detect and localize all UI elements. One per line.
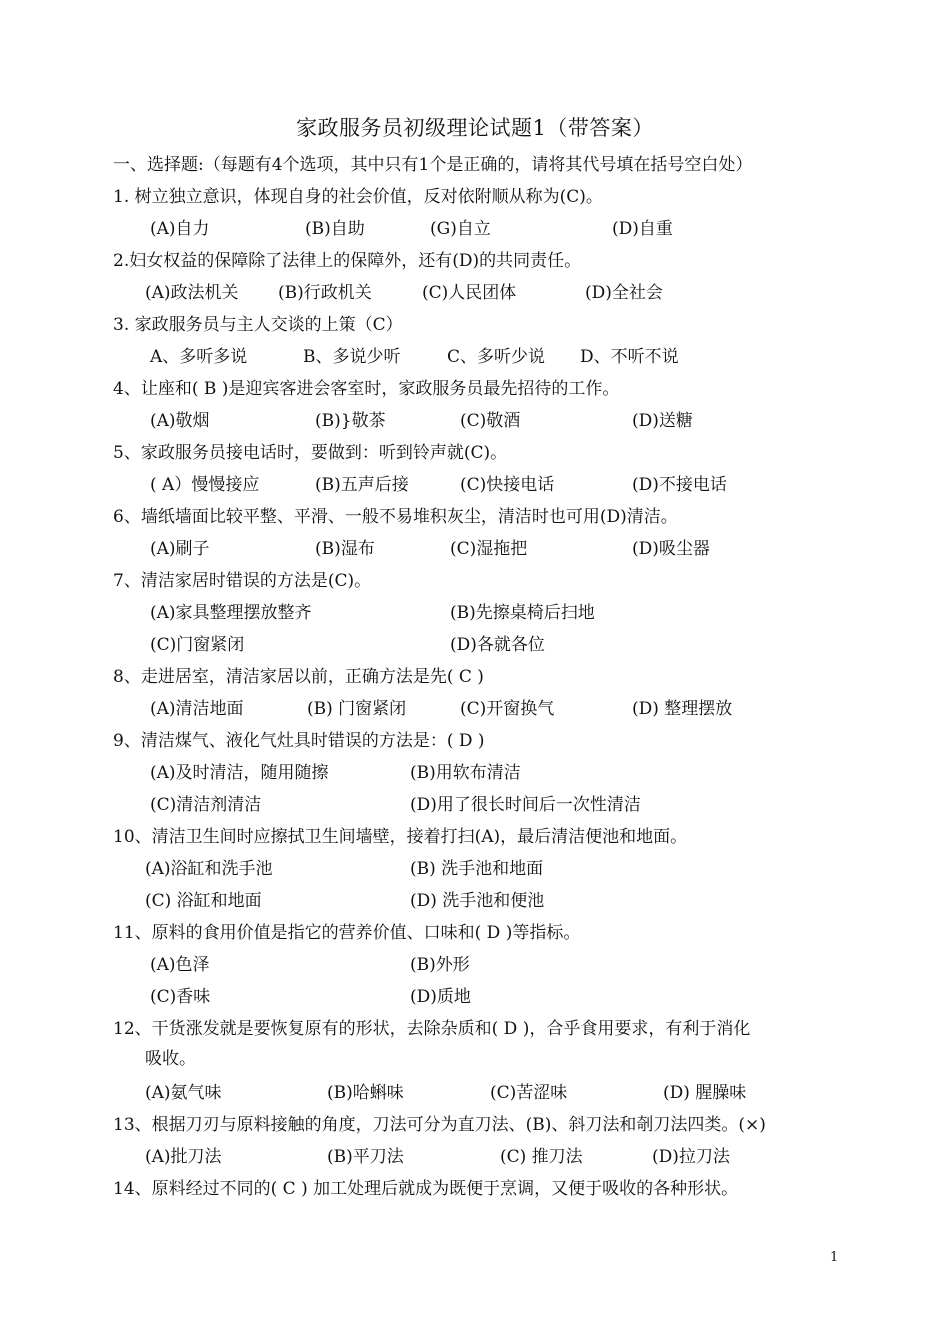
option: (B) 门窗紧闭	[307, 699, 407, 719]
option: (B)哈蝌味	[327, 1083, 404, 1103]
question-12: 12、干货涨发就是要恢复原有的形状，去除杂质和( D )，合乎食用要求，有利于消化	[113, 1019, 751, 1039]
option: (D) 腥臊味	[663, 1083, 747, 1103]
question-4: 4、让座和( B )是迎宾客进会客室时，家政服务员最先招待的工作。	[113, 379, 620, 399]
option: (D) 洗手池和便池	[410, 891, 545, 911]
question-2: 2.妇女权益的保障除了法律上的保障外，还有(D)的共同责任。	[113, 251, 582, 271]
question-10: 10、清洁卫生间时应擦拭卫生间墙壁，接着打扫(A)，最后清洁便池和地面。	[113, 827, 688, 847]
option: (B)外形	[410, 955, 470, 975]
option: (C)苦涩味	[490, 1083, 568, 1103]
option: (D) 整理摆放	[632, 699, 733, 719]
document-title: 家政服务员初级理论试题1（带答案）	[296, 116, 654, 140]
question-6: 6、墙纸墙面比较平整、平滑、一般不易堆积灰尘，清洁时也可用(D)清洁。	[113, 507, 678, 527]
option: (D)全社会	[585, 283, 663, 303]
option: (C)敬酒	[460, 411, 521, 431]
option: (A)刷子	[150, 539, 210, 559]
option: (B)先擦桌椅后扫地	[450, 603, 595, 623]
question-12-continued: 吸收。	[145, 1049, 196, 1069]
option: (D)自重	[612, 219, 673, 239]
option: (B) 洗手池和地面	[410, 859, 544, 879]
option: (C)湿拖把	[450, 539, 528, 559]
option: (C)开窗换气	[460, 699, 555, 719]
option: (A)氨气味	[145, 1083, 222, 1103]
option: (D)送糖	[632, 411, 693, 431]
option: (D)吸尘器	[632, 539, 710, 559]
option: (A)家具整理摆放整齐	[150, 603, 312, 623]
option: (B)自助	[305, 219, 365, 239]
option: (D)拉刀法	[652, 1147, 730, 1167]
option: (B)行政机关	[278, 283, 372, 303]
option: (A)敬烟	[150, 411, 210, 431]
option: C、多听少说	[447, 347, 546, 367]
option: D、不听不说	[580, 347, 679, 367]
option: B、多说少听	[303, 347, 401, 367]
option: (C)门窗紧闭	[150, 635, 245, 655]
option: (D)质地	[410, 987, 471, 1007]
question-1: 1. 树立独立意识，体现自身的社会价值，反对依附顺从称为(C)。	[113, 187, 603, 207]
option: (C)快接电话	[460, 475, 555, 495]
option: (A)浴缸和洗手池	[145, 859, 273, 879]
option: (B)湿布	[315, 539, 375, 559]
option: (C) 推刀法	[500, 1147, 583, 1167]
option: (B)}敬茶	[315, 411, 386, 431]
question-9: 9、清洁煤气、液化气灶具时错误的方法是：( D )	[113, 731, 485, 751]
option: (B)五声后接	[315, 475, 409, 495]
question-7: 7、清洁家居时错误的方法是(C)。	[113, 571, 372, 591]
option: (A)批刀法	[145, 1147, 222, 1167]
option: A、多听多说	[150, 347, 248, 367]
question-14: 14、原料经过不同的( C ) 加工处理后就成为既便于烹调，又便于吸收的各种形状。	[113, 1179, 739, 1199]
option: (A)清洁地面	[150, 699, 244, 719]
option: (B)用软布清洁	[410, 763, 521, 783]
option: (C)清洁剂清洁	[150, 795, 262, 815]
option: (A)及时清洁，随用随擦	[150, 763, 329, 783]
question-3: 3. 家政服务员与主人交谈的上策（C）	[113, 315, 403, 335]
option: (D)用了很长时间后一次性清洁	[410, 795, 641, 815]
option: (C)人民团体	[422, 283, 517, 303]
question-11: 11、原料的食用价值是指它的营养价值、口味和( D )等指标。	[113, 923, 581, 943]
option: (A)色泽	[150, 955, 210, 975]
option: (G)自立	[430, 219, 491, 239]
option: (A)自力	[150, 219, 210, 239]
question-5: 5、家政服务员接电话时，要做到：听到铃声就(C)。	[113, 443, 508, 463]
page-number: 1	[830, 1250, 839, 1265]
question-8: 8、走进居室，清洁家居以前，正确方法是先( C )	[113, 667, 484, 687]
option: (D)各就各位	[450, 635, 545, 655]
option: (C) 浴缸和地面	[145, 891, 262, 911]
option: (A)政法机关	[145, 283, 239, 303]
section-heading: 一、选择题:（每题有4个选项，其中只有1个是正确的，请将其代号填在括号空白处）	[113, 155, 753, 175]
option: ( A）慢慢接应	[150, 475, 260, 495]
option: (D)不接电话	[632, 475, 727, 495]
question-13: 13、根据刀刃与原料接触的角度，刀法可分为直刀法、(B)、斜刀法和剞刀法四类。(×)	[113, 1115, 766, 1135]
option: (B)平刀法	[327, 1147, 404, 1167]
option: (C)香味	[150, 987, 211, 1007]
